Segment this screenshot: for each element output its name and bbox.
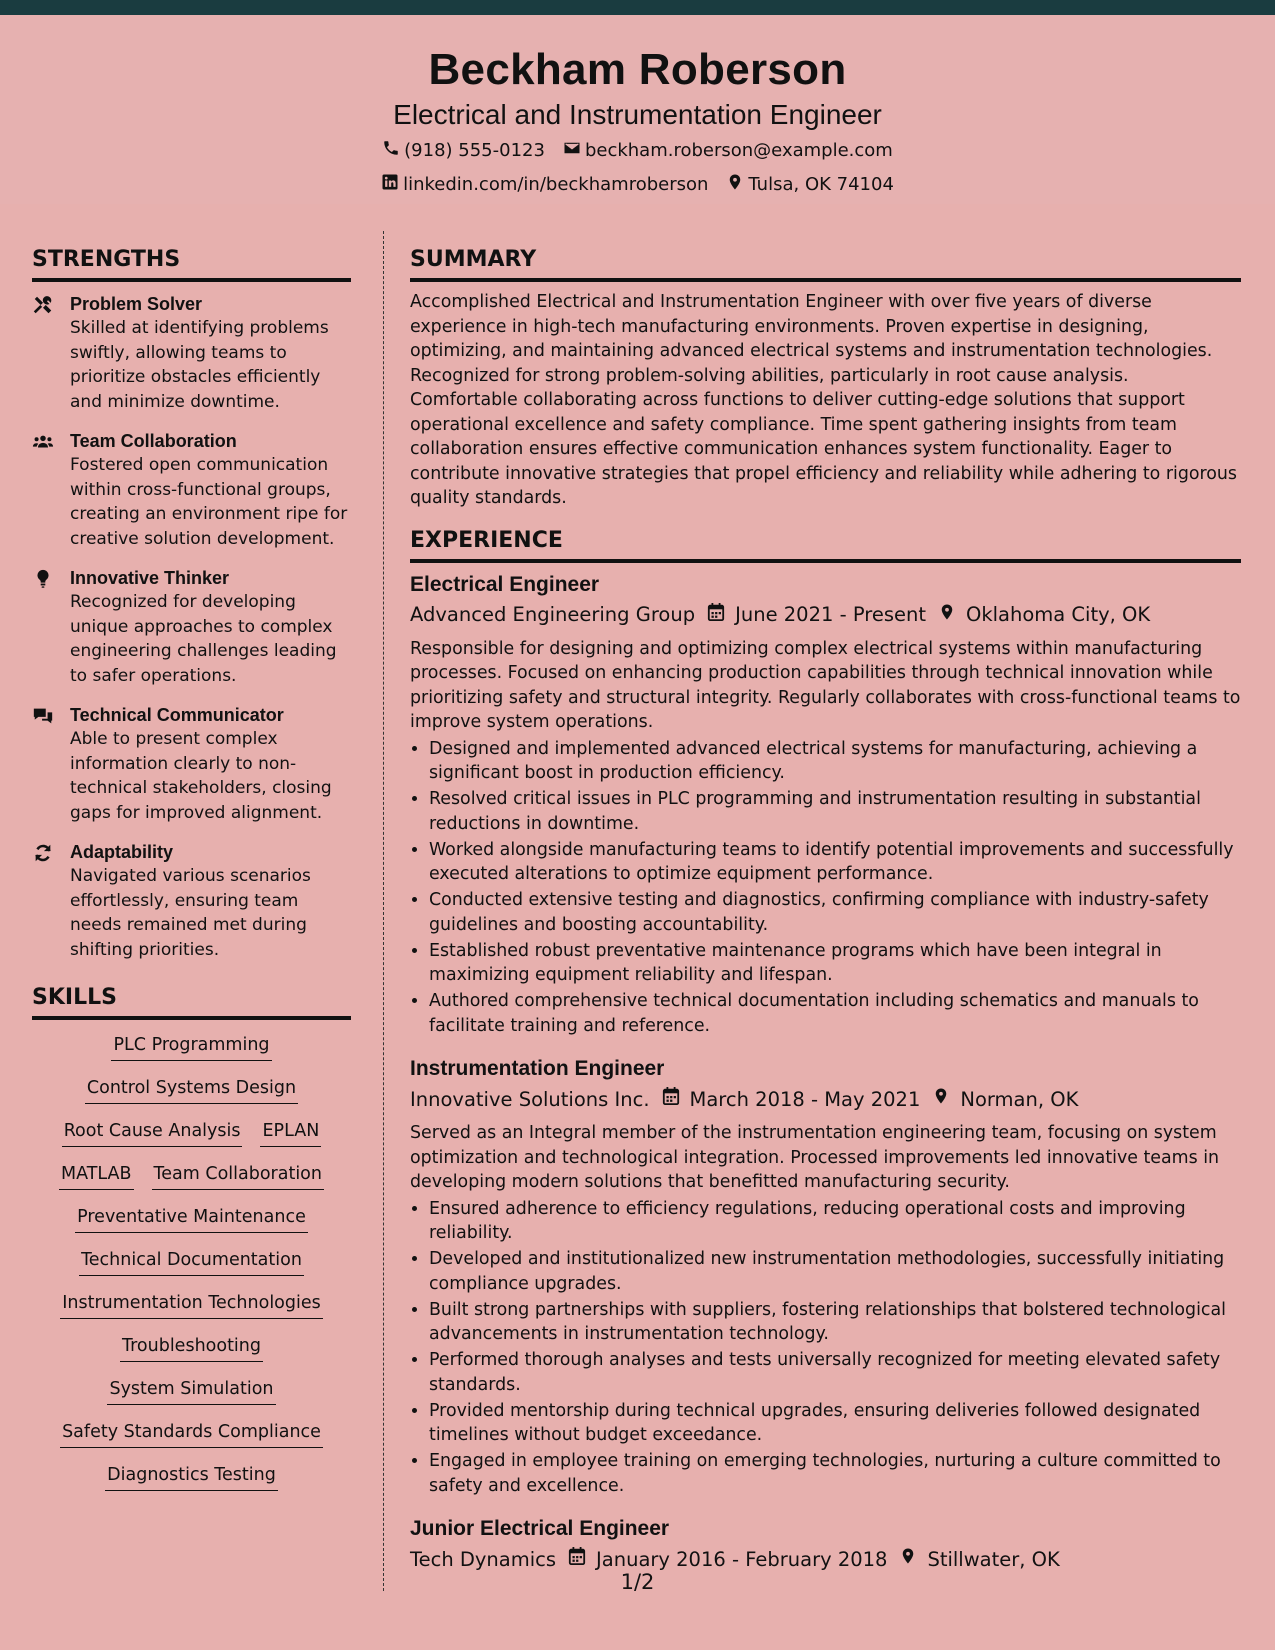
- map-marker-icon: [726, 173, 744, 197]
- strength-description: Able to present complex information clearly to non-technical stakeholders, closing gaps for improved alignment.: [70, 729, 332, 823]
- job-dates-text: January 2016 - February 2018: [596, 1547, 888, 1571]
- right-column: [410, 246, 1241, 1573]
- phone-text: (918) 555-0123: [404, 140, 545, 161]
- skills-list: [32, 1034, 351, 1491]
- skill-tag: MATLAB: [59, 1163, 134, 1190]
- strength-title: Problem Solver: [70, 294, 203, 314]
- top-bar: [0, 0, 1275, 15]
- strength-item: [32, 292, 351, 414]
- job-meta: [410, 1546, 1241, 1573]
- strength-title: Adaptability: [70, 842, 174, 862]
- strength-title: Technical Communicator: [70, 705, 284, 725]
- sync-icon: [32, 842, 54, 864]
- skill-tag: Troubleshooting: [120, 1335, 263, 1362]
- tools-icon: [32, 294, 54, 316]
- strength-description: Fostered open communication within cross-functional groups, creating an environment ripe for creative solution development.: [70, 455, 348, 549]
- map-marker-icon: [938, 602, 956, 629]
- job-bullet: • Ensured adherence to efficiency regulations, reducing operational costs and improving reliability.: [429, 1197, 1241, 1246]
- job-bullet: • Designed and implemented advanced electrical systems for manufacturing, achieving a significant boost in production efficiency.: [429, 737, 1241, 786]
- job-bullet: • Worked alongside manufacturing teams to identify potential improvements and successfully executed alterations to optimize equipment performance.: [429, 838, 1241, 887]
- job-title: Instrumentation Engineer: [410, 1057, 665, 1080]
- strength-item: [32, 703, 351, 825]
- job-bullets: [410, 737, 1241, 1039]
- left-column: [32, 246, 351, 1491]
- strength-description: Skilled at identifying problems swiftly, allowing teams to prioritize obstacles efficiently and minimize downtime.: [70, 318, 329, 412]
- job-dates-text: June 2021 - Present: [735, 603, 926, 626]
- strength-description: Navigated various scenarios effortlessly, ensuring team needs remained met during shifting priorities.: [70, 866, 311, 960]
- skill-tag: System Simulation: [107, 1378, 275, 1405]
- phone-contact: [382, 139, 545, 163]
- page-number: 1/2: [620, 1570, 655, 1594]
- summary-text: Accomplished Electrical and Instrumentation Engineer with over five years of diverse experience in high-tech manufacturing environments. Proven expertise in designing, optimizing, and maintaining advanced electrical systems and instrumentation technologies. Recognized for strong problem-solving abilities, particularly in root cause analysis. Comfortable collaborating across functions to deliver cutting-edge solutions that support operational excellence and safety compliance. Time spent gathering insights from team collaboration ensures effective communication enhances system functionality. Eager to contribute innovative strategies that propel efficiency and reliability while adhering to rigorous quality standards.: [410, 292, 1237, 508]
- job-dates-text: March 2018 - May 2021: [689, 1087, 921, 1111]
- job-bullet: • Resolved critical issues in PLC programming and instrumentation resulting in substantial reductions in downtime.: [429, 787, 1241, 836]
- job-location: [932, 1086, 1078, 1113]
- job-bullet: • Engaged in employee training on emerging technologies, nurturing a culture committed to safety and excellence.: [429, 1449, 1241, 1498]
- job-location-text: Stillwater, OK: [927, 1547, 1060, 1571]
- job-entry: [410, 572, 1241, 1039]
- strength-item: [32, 840, 351, 962]
- contact-row-1: [0, 139, 1275, 163]
- job-meta: [410, 1086, 1241, 1113]
- job-meta: [410, 602, 1241, 629]
- job-bullet: • Developed and institutionalized new instrumentation methodologies, successfully initiating compliance upgrades.: [429, 1247, 1241, 1296]
- job-title: Junior Electrical Engineer: [410, 1517, 670, 1540]
- job-bullet: • Performed thorough analyses and tests universally recognized for meeting elevated safety standards.: [429, 1348, 1241, 1397]
- map-marker-icon: [932, 1086, 950, 1113]
- job-location: [938, 602, 1150, 629]
- comments-icon: [32, 705, 54, 727]
- resume-header: [0, 15, 1275, 204]
- job-dates: [662, 1086, 921, 1113]
- strength-item: [32, 566, 351, 688]
- users-icon: [32, 431, 54, 453]
- company-name: Tech Dynamics: [410, 1547, 557, 1571]
- skill-tag: Root Cause Analysis: [62, 1120, 243, 1147]
- skill-tag: Diagnostics Testing: [105, 1464, 278, 1491]
- calendar-icon: [568, 1546, 586, 1573]
- contact-row-2: [0, 173, 1275, 197]
- skill-tag: EPLAN: [260, 1120, 321, 1147]
- calendar-icon: [662, 1086, 680, 1113]
- candidate-title: Electrical and Instrumentation Engineer: [393, 99, 882, 130]
- skill-tag: Safety Standards Compliance: [60, 1421, 323, 1448]
- calendar-icon: [707, 602, 725, 629]
- strengths-heading: STRENGTHS: [32, 246, 351, 282]
- linkedin-icon: [381, 173, 399, 197]
- map-marker-icon: [899, 1546, 917, 1573]
- skill-tag: PLC Programming: [111, 1034, 271, 1061]
- phone-icon: [382, 139, 400, 163]
- job-title: Electrical Engineer: [410, 572, 600, 596]
- linkedin-text[interactable]: linkedin.com/in/beckhamroberson: [403, 174, 709, 195]
- company-name: Advanced Engineering Group: [410, 603, 696, 626]
- skill-tag: Technical Documentation: [79, 1249, 304, 1276]
- email-contact[interactable]: [563, 139, 893, 163]
- job-bullets: [410, 1197, 1241, 1499]
- skill-tag: Control Systems Design: [85, 1077, 298, 1104]
- strength-title: Team Collaboration: [70, 431, 237, 451]
- job-location: [899, 1546, 1059, 1573]
- envelope-icon: [563, 139, 581, 163]
- location-contact: [726, 173, 893, 197]
- job-dates: [568, 1546, 887, 1573]
- job-bullet: • Conducted extensive testing and diagnostics, confirming compliance with industry-safety guidelines and boosting accountability.: [429, 888, 1241, 937]
- linkedin-contact[interactable]: [381, 173, 708, 197]
- lightbulb-icon: [32, 568, 54, 590]
- job-entry: [410, 1056, 1241, 1498]
- job-location-text: Oklahoma City, OK: [965, 603, 1151, 626]
- company-name: Innovative Solutions Inc.: [410, 1087, 650, 1111]
- job-location-text: Norman, OK: [960, 1087, 1079, 1111]
- email-text[interactable]: beckham.roberson@example.com: [584, 140, 893, 161]
- job-bullet: • Established robust preventative maintenance programs which have been integral in maximizing equipment reliability and lifespan.: [429, 939, 1241, 988]
- strength-description: Recognized for developing unique approaches to complex engineering challenges leading to safer operations.: [70, 592, 337, 686]
- job-bullet: • Authored comprehensive technical documentation including schematics and manuals to facilitate training and reference.: [429, 989, 1241, 1038]
- job-bullet: • Provided mentorship during technical upgrades, ensuring deliveries followed designated timelines without budget exceedance.: [429, 1399, 1241, 1448]
- strength-item: [32, 429, 351, 551]
- job-entry: [410, 1516, 1241, 1573]
- skills-heading: SKILLS: [32, 984, 351, 1020]
- location-text: Tulsa, OK 74104: [748, 174, 894, 195]
- skill-tag: Team Collaboration: [152, 1163, 324, 1190]
- candidate-name: Beckham Roberson: [428, 45, 847, 94]
- job-description: Served as an Integral member of the instrumentation engineering team, focusing on system optimization and technological integration. Processed improvements led innovative teams in developing modern solutions that benefitted manufacturing security.: [410, 1123, 1220, 1192]
- summary-heading: SUMMARY: [410, 246, 1241, 282]
- job-description: Responsible for designing and optimizing complex electrical systems within manufacturing processes. Focused on enhancing production capabilities through technical innovation while prioritizing safety and structural integrity. Regularly collaborates with cross-functional teams to improve system operations.: [410, 638, 1241, 732]
- skill-tag: Instrumentation Technologies: [60, 1292, 323, 1319]
- experience-heading: EXPERIENCE: [410, 527, 1241, 563]
- strengths-list: [32, 292, 351, 962]
- strength-title: Innovative Thinker: [70, 568, 230, 588]
- job-bullet: • Built strong partnerships with suppliers, fostering relationships that bolstered technological advancements in instrumentation technology.: [429, 1298, 1241, 1347]
- column-divider: [383, 231, 384, 1591]
- job-dates: [707, 602, 926, 629]
- skill-tag: Preventative Maintenance: [75, 1206, 308, 1233]
